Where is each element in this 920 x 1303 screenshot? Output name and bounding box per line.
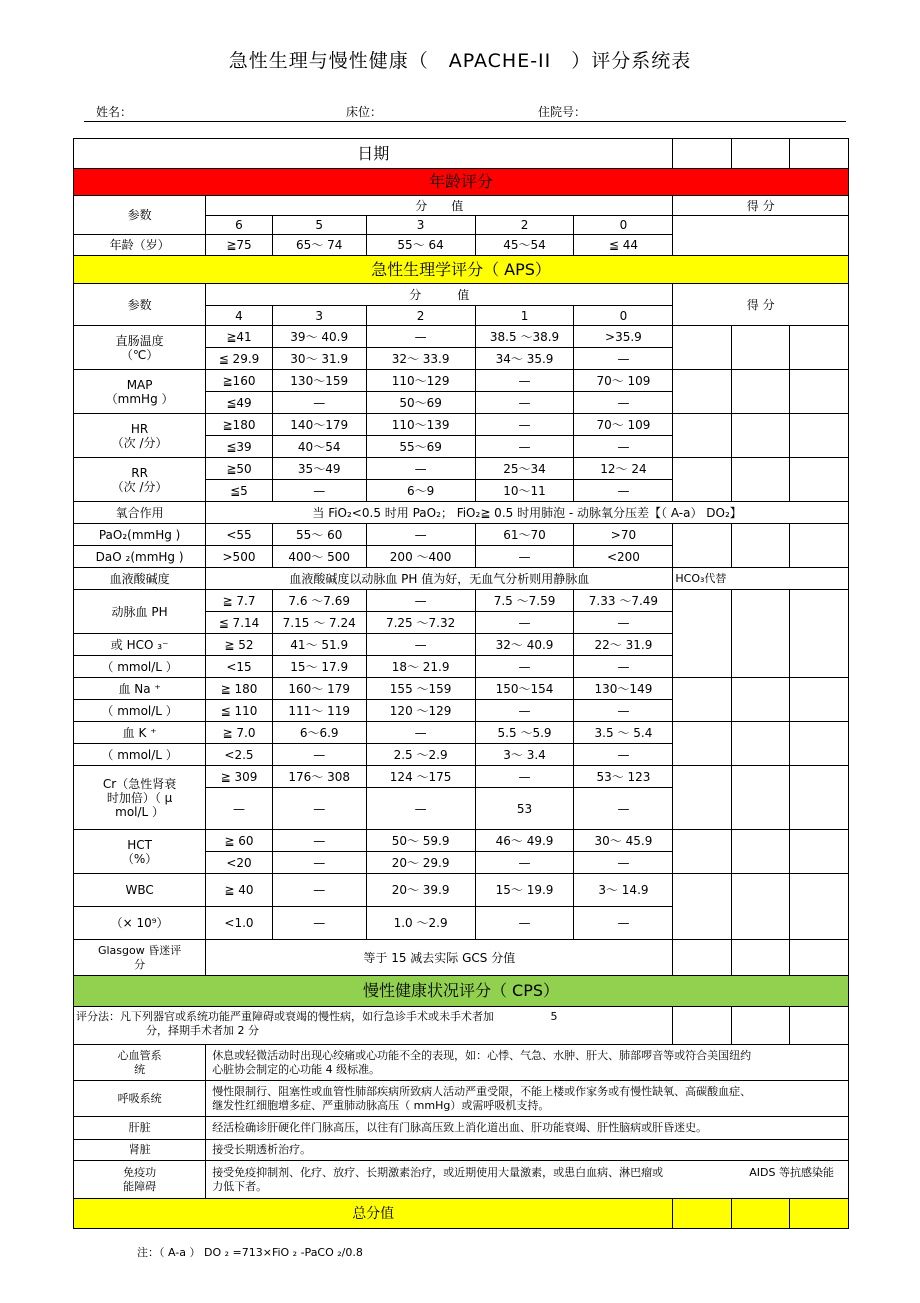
hct-value: ≧ 60	[206, 830, 273, 852]
pao2-value: >70	[574, 524, 673, 546]
ph-value: 7.5 ～7.59	[475, 590, 574, 612]
hct-value: 46～ 49.9	[475, 830, 574, 852]
wbc-value: —	[574, 907, 673, 940]
age-value: ≦ 44	[574, 235, 673, 256]
hco3-value: ≧ 52	[206, 634, 273, 656]
hco3-value: —	[475, 656, 574, 678]
hr-value: ≧180	[206, 414, 273, 436]
total-cell[interactable]	[673, 1199, 732, 1229]
wbc-value: 3～ 14.9	[574, 874, 673, 907]
cps-resp-label: 呼吸系统	[74, 1081, 206, 1117]
cr-value: 176～ 308	[272, 766, 366, 788]
age-score: 3	[366, 216, 475, 235]
rr-value: 10～11	[475, 480, 574, 502]
cps-method-text: 评分法：凡下列器官或系统功能严重障碍或衰竭的慢性病，如行急诊手术或未手术者加	[76, 1010, 494, 1023]
points-cell[interactable]	[731, 326, 790, 370]
hct-value: 20～ 29.9	[366, 852, 475, 874]
ph-value: ≧ 7.7	[206, 590, 273, 612]
age-score: 5	[272, 216, 366, 235]
na-value: —	[475, 700, 574, 722]
cps-method-points: 5	[550, 1010, 558, 1023]
date-label: 日期	[74, 139, 673, 169]
cps-immune-label: 免疫功 能障碍	[74, 1161, 206, 1199]
temp-label: 直肠温度 （℃）	[74, 326, 206, 370]
points-cell[interactable]	[673, 830, 732, 874]
map-value: 110～129	[366, 370, 475, 392]
points-cell[interactable]	[790, 722, 849, 766]
rr-value: —	[366, 458, 475, 480]
aps-points-header: 得 分	[673, 284, 849, 326]
temp-value: 34～ 35.9	[475, 348, 574, 370]
na-value: 120 ～129	[366, 700, 475, 722]
points-cell[interactable]	[673, 940, 732, 976]
map-value: ≧160	[206, 370, 273, 392]
map-value: —	[475, 392, 574, 414]
cr-value: —	[366, 788, 475, 830]
temp-value: ≧41	[206, 326, 273, 348]
cps-resp-text: 慢性限制行、阻塞性或血管性肺部疾病所致病人活动严重受限，不能上楼或作家务或有慢性缺氧、高碳酸血症、 继发性红细胞增多症、严重肺动脉高压（ mmHg）或需呼吸机支持。	[206, 1081, 849, 1117]
k-value: 2.5 ～2.9	[366, 744, 475, 766]
points-cell[interactable]	[790, 326, 849, 370]
hr-value: 55～69	[366, 436, 475, 458]
hct-value: 50～ 59.9	[366, 830, 475, 852]
ph-value: 7.15 ～ 7.24	[272, 612, 366, 634]
points-cell[interactable]	[790, 1007, 849, 1045]
hr-value: 70～ 109	[574, 414, 673, 436]
hr-value: 110～139	[366, 414, 475, 436]
ph-label: 动脉血 PH	[74, 590, 206, 634]
rr-value: 25～34	[475, 458, 574, 480]
rr-value: —	[574, 480, 673, 502]
aps-score: 0	[574, 306, 673, 326]
age-value: 45～54	[475, 235, 574, 256]
age-score: 2	[475, 216, 574, 235]
map-value: 70～ 109	[574, 370, 673, 392]
points-cell[interactable]	[673, 326, 732, 370]
footnote: 注：（ A-a ） DO ₂ =713×FiO ₂ -PaCO ₂/0.8	[137, 1246, 363, 1259]
wbc-value: 1.0 ～2.9	[366, 907, 475, 940]
pao2-value: <55	[206, 524, 273, 546]
cr-value: —	[206, 788, 273, 830]
points-cell[interactable]	[790, 940, 849, 976]
oxygenation-label: 氧合作用	[74, 502, 206, 524]
points-cell[interactable]	[731, 678, 790, 722]
points-cell[interactable]	[731, 1007, 790, 1045]
hco3-value: 32～ 40.9	[475, 634, 574, 656]
aps-score: 3	[272, 306, 366, 326]
date-cell[interactable]	[731, 139, 790, 169]
na-value: ≧ 180	[206, 678, 273, 700]
ph-value: 7.6 ～7.69	[272, 590, 366, 612]
hct-value: 30～ 45.9	[574, 830, 673, 852]
gcs-label: Glasgow 昏迷评 分	[74, 940, 206, 976]
k-value: —	[272, 744, 366, 766]
patient-info-line	[84, 101, 846, 122]
age-score: 0	[574, 216, 673, 235]
hct-value: —	[574, 852, 673, 874]
hco3-value: 22～ 31.9	[574, 634, 673, 656]
points-cell[interactable]	[731, 370, 790, 414]
age-param-label: 参数	[74, 196, 206, 235]
pao2-value: 55～ 60	[272, 524, 366, 546]
ph-value: —	[366, 590, 475, 612]
cps-immune-right: AIDS 等抗感染能	[749, 1165, 834, 1179]
k-value: —	[574, 744, 673, 766]
hco3-value: 41～ 51.9	[272, 634, 366, 656]
oxygenation-note: 当 FiO₂<0.5 时用 PaO₂； FiO₂≧ 0.5 时用肺泡 - 动脉氧分压差【（ A-a） DO₂】	[206, 502, 849, 524]
map-value: —	[475, 370, 574, 392]
rr-value: 35～49	[272, 458, 366, 480]
hco3-value: —	[366, 634, 475, 656]
na-value: 130～149	[574, 678, 673, 700]
temp-value: —	[574, 348, 673, 370]
na-value: 111～ 119	[272, 700, 366, 722]
na-value: 160～ 179	[272, 678, 366, 700]
temp-value: 39～ 40.9	[272, 326, 366, 348]
dao2-value: —	[475, 546, 574, 568]
age-score: 6	[206, 216, 273, 235]
hr-value: 140～179	[272, 414, 366, 436]
temp-value: —	[366, 326, 475, 348]
hct-value: <20	[206, 852, 273, 874]
na-value: —	[574, 700, 673, 722]
hco3-value: <15	[206, 656, 273, 678]
rr-value: ≦5	[206, 480, 273, 502]
dao2-value: 200 ～400	[366, 546, 475, 568]
na-value: 150～154	[475, 678, 574, 700]
ph-value: —	[475, 612, 574, 634]
wbc-value: 15～ 19.9	[475, 874, 574, 907]
wbc-value: —	[475, 907, 574, 940]
points-cell[interactable]	[731, 414, 790, 458]
dao2-value: <200	[574, 546, 673, 568]
points-cell[interactable]	[673, 1007, 732, 1045]
na-value: 155 ～159	[366, 678, 475, 700]
dao2-value: 400～ 500	[272, 546, 366, 568]
acid-base-label: 血液酸碱度	[74, 568, 206, 590]
cps-liver-label: 肝脏	[74, 1117, 206, 1140]
rr-value: —	[272, 480, 366, 502]
cps-kidney-label: 肾脏	[74, 1140, 206, 1161]
wbc-label: WBC	[74, 874, 206, 907]
cr-label: Cr（急性肾衰 时加倍）（ μ mol/L ）	[74, 766, 206, 830]
acid-base-note: 血液酸碱度以动脉血 PH 值为好，无血气分析则用静脉血	[206, 568, 673, 590]
aps-band: 急性生理学评分（ APS）	[74, 256, 849, 284]
map-value: —	[272, 392, 366, 414]
points-cell[interactable]	[790, 874, 849, 940]
page-title: 急性生理与慢性健康（ APACHE-II ）评分系统表	[228, 50, 692, 72]
points-cell[interactable]	[673, 370, 732, 414]
hr-value: —	[475, 436, 574, 458]
cps-kidney-text: 接受长期透析治疗。	[206, 1140, 849, 1161]
points-cell[interactable]	[731, 830, 790, 874]
temp-value: ≦ 29.9	[206, 348, 273, 370]
gcs-note: 等于 15 减去实际 GCS 分值	[206, 940, 673, 976]
age-value: ≧75	[206, 235, 273, 256]
k-value: ≧ 7.0	[206, 722, 273, 744]
age-score-header: 分 值	[206, 196, 673, 216]
pao2-label: PaO₂(mmHg )	[74, 524, 206, 546]
cr-value: 53	[475, 788, 574, 830]
points-cell[interactable]	[790, 590, 849, 678]
points-cell[interactable]	[673, 524, 732, 568]
hco3-value: 15～ 17.9	[272, 656, 366, 678]
cr-value: ≧ 309	[206, 766, 273, 788]
pao2-value: —	[366, 524, 475, 546]
total-label: 总分值	[74, 1199, 673, 1229]
age-value: 55～ 64	[366, 235, 475, 256]
hr-value: ≦39	[206, 436, 273, 458]
ph-value: ≦ 7.14	[206, 612, 273, 634]
admission-label: 住院号：	[538, 105, 587, 119]
ph-value: 7.25 ～7.32	[366, 612, 475, 634]
total-cell[interactable]	[731, 1199, 790, 1229]
k-value: 5.5 ～5.9	[475, 722, 574, 744]
rr-value: 6～9	[366, 480, 475, 502]
date-cell[interactable]	[790, 139, 849, 169]
aps-score: 2	[366, 306, 475, 326]
points-cell[interactable]	[790, 830, 849, 874]
cps-immune-line1: 接受免疫抑制剂、化疗、放疗、长期激素治疗，或近期使用大量激素，或患白血病、淋巴瘤或	[212, 1165, 664, 1179]
points-cell[interactable]	[673, 766, 732, 830]
k-label: 血 K ⁺	[74, 722, 206, 744]
aps-score: 1	[475, 306, 574, 326]
cr-value: 53～ 123	[574, 766, 673, 788]
map-label: MAP （mmHg ）	[74, 370, 206, 414]
age-score-band: 年龄评分	[74, 169, 849, 196]
k-unit: （ mmol/L ）	[74, 744, 206, 766]
map-value: 130～159	[272, 370, 366, 392]
na-unit: （ mmol/L ）	[74, 700, 206, 722]
points-cell[interactable]	[731, 722, 790, 766]
points-cell[interactable]	[790, 370, 849, 414]
bed-label: 床位：	[346, 105, 383, 119]
cr-value: —	[272, 788, 366, 830]
points-cell[interactable]	[731, 940, 790, 976]
cps-method	[74, 1007, 673, 1045]
points-cell[interactable]	[790, 678, 849, 722]
aps-score-header: 分 值	[206, 284, 673, 306]
total-cell[interactable]	[790, 1199, 849, 1229]
temp-value: 30～ 31.9	[272, 348, 366, 370]
date-cell[interactable]	[673, 139, 732, 169]
wbc-value: 20～ 39.9	[366, 874, 475, 907]
hr-value: —	[475, 414, 574, 436]
points-cell[interactable]	[790, 766, 849, 830]
dao2-label: DaO ₂(mmHg )	[74, 546, 206, 568]
rr-value: 12～ 24	[574, 458, 673, 480]
rr-label: RR （次 /分）	[74, 458, 206, 502]
cps-band: 慢性健康状况评分（ CPS）	[74, 976, 849, 1007]
aps-param-label: 参数	[74, 284, 206, 326]
points-cell[interactable]	[731, 458, 790, 502]
wbc-value: —	[272, 907, 366, 940]
cps-immune-line2: 力低下者。	[212, 1179, 268, 1193]
points-cell[interactable]	[673, 414, 732, 458]
cr-value: —	[475, 766, 574, 788]
pao2-value: 61～70	[475, 524, 574, 546]
k-value: 3～ 3.4	[475, 744, 574, 766]
points-cell[interactable]	[673, 722, 732, 766]
hct-value: —	[272, 852, 366, 874]
map-value: —	[574, 392, 673, 414]
points-cell[interactable]	[731, 874, 790, 940]
apache-table	[73, 138, 849, 1229]
age-row-label: 年龄（岁）	[74, 235, 206, 256]
points-cell[interactable]	[731, 766, 790, 830]
cps-liver-text: 经活检确诊肝硬化伴门脉高压，以往有门脉高压致上消化道出血、肝功能衰竭、肝性脑病或肝昏迷史。	[206, 1117, 849, 1140]
map-value: ≦49	[206, 392, 273, 414]
hct-label: HCT （%）	[74, 830, 206, 874]
rr-value: ≧50	[206, 458, 273, 480]
cr-value: —	[574, 788, 673, 830]
points-cell[interactable]	[673, 678, 732, 722]
points-cell[interactable]	[673, 590, 732, 678]
cps-method-text2: 分，择期手术者加 2 分	[146, 1024, 259, 1037]
temp-value: >35.9	[574, 326, 673, 348]
cps-immune-text	[206, 1161, 849, 1199]
hr-value: 40～54	[272, 436, 366, 458]
ph-value: —	[574, 612, 673, 634]
age-points-header: 得 分	[673, 196, 849, 216]
aps-score: 4	[206, 306, 273, 326]
hco3-label: 或 HCO ₃⁻	[74, 634, 206, 656]
points-cell[interactable]	[673, 458, 732, 502]
k-value: <2.5	[206, 744, 273, 766]
cps-cardio-text: 休息或轻微活动时出现心绞痛或心功能不全的表现，如：心悸、气急、水肿、肝大、肺部啰音等或符合美国纽约 心脏协会制定的心功能 4 级标准。	[206, 1045, 849, 1081]
map-value: 50～69	[366, 392, 475, 414]
cr-value: 124 ～175	[366, 766, 475, 788]
na-label: 血 Na ⁺	[74, 678, 206, 700]
hct-value: —	[475, 852, 574, 874]
points-cell[interactable]	[731, 524, 790, 568]
na-value: ≦ 110	[206, 700, 273, 722]
points-cell[interactable]	[731, 590, 790, 678]
points-cell[interactable]	[790, 414, 849, 458]
points-cell[interactable]	[790, 458, 849, 502]
temp-value: 32～ 33.9	[366, 348, 475, 370]
acid-base-suffix: HCO₃代替	[673, 568, 849, 590]
ph-value: 7.33 ～7.49	[574, 590, 673, 612]
wbc-value: ≧ 40	[206, 874, 273, 907]
k-value: 6～6.9	[272, 722, 366, 744]
hco3-unit: （ mmol/L ）	[74, 656, 206, 678]
wbc-unit: （× 10⁹）	[74, 907, 206, 940]
hct-value: —	[272, 830, 366, 852]
name-label: 姓名：	[96, 105, 133, 119]
wbc-value: <1.0	[206, 907, 273, 940]
cps-cardio-label: 心血管系 统	[74, 1045, 206, 1081]
hr-value: —	[574, 436, 673, 458]
temp-value: 38.5 ～38.9	[475, 326, 574, 348]
dao2-value: >500	[206, 546, 273, 568]
hco3-value: 18～ 21.9	[366, 656, 475, 678]
k-value: —	[366, 722, 475, 744]
hr-label: HR （次 /分）	[74, 414, 206, 458]
points-cell[interactable]	[673, 874, 732, 940]
k-value: 3.5 ～ 5.4	[574, 722, 673, 744]
age-value: 65～ 74	[272, 235, 366, 256]
points-cell[interactable]	[790, 524, 849, 568]
age-points-cell[interactable]	[673, 216, 849, 256]
hco3-value: —	[574, 656, 673, 678]
wbc-value: —	[272, 874, 366, 907]
